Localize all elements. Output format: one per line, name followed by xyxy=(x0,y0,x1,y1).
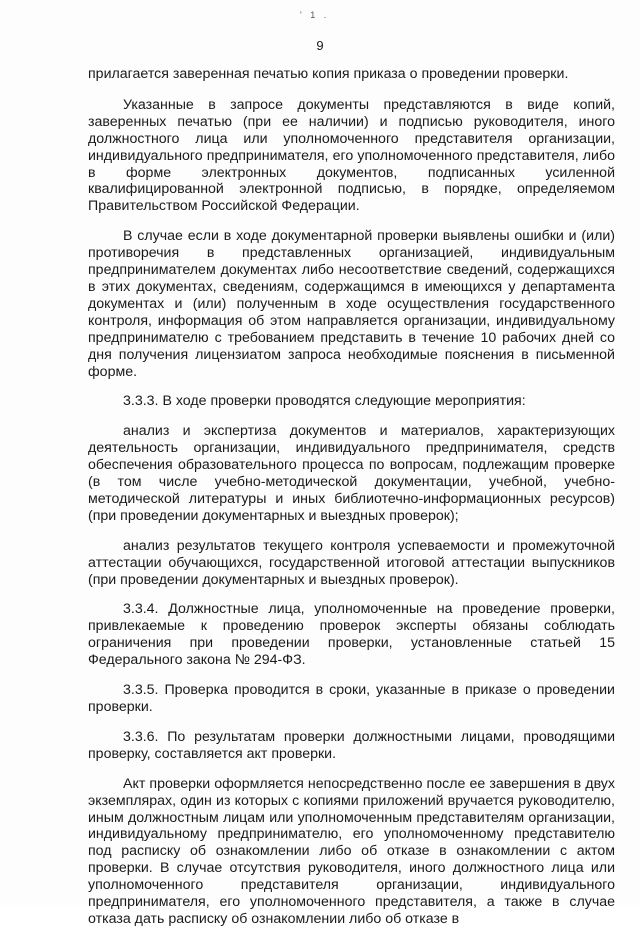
paragraph-act: Акт проверки оформляется непосредственно после ее завершения в двух экземплярах, один из которых с копиями приложений вручается руководителю, иным должностным лицам или уполномоченным представителям организации, индивидуальному предпринимателю, его уполномоченному представителю под расписку об ознакомлении либо об отказе в ознакомлении с актом проверки. В случае отсутствия руководителя, иного должностного лица или уполномоченного представителя организации, индивидуального предпринимателя, его уполномоченного представителя, а также в случае отказа дать расписку об ознакомлении либо об отказе в xyxy=(88,775,615,927)
paragraph-documents-format: Указанные в запросе документы представляются в виде копий, заверенных печатью (при ее наличии) и подписью руководителя, иного должностного лица или уполномоченного представителя организации, индивидуального предпринимателя, его уполномоченного представителя, либо в форме электронных документов, подписанных усиленной квалифицированной электронной подписью, в порядке, определяемом Правительством Российской Федерации. xyxy=(88,96,615,215)
paragraph-errors: В случае если в ходе документарной проверки выявлены ошибки и (или) противоречия в представленных организацией, индивидуальным предпринимателем документах либо несоответствие сведений, содержащихся в этих документах, сведениям, содержащимся в имеющихся у департамента документах и (или) полученным в ходе осуществления государственного контроля, информация об этом направляется организации, индивидуальному предпринимателю с требованием представить в течение 10 рабочих дней со дня получения лицензиатом запроса необходимые пояснения в письменной форме. xyxy=(88,228,615,380)
document-body xyxy=(88,66,615,928)
top-mark: ' 1 . xyxy=(300,10,330,20)
paragraph-3-3-6: 3.3.6. По результатам проверки должностными лицами, проводящими проверку, составляется акт проверки. xyxy=(88,728,615,762)
paragraph-analysis-results: анализ результатов текущего контроля успеваемости и промежуточной аттестации обучающихся, государственной итоговой аттестации выпускников (при проведении документарных и выездных проверок). xyxy=(88,537,615,588)
paragraph-3-3-4: 3.3.4. Должностные лица, уполномоченные на проведение проверки, привлекаемые к проведению проверок эксперты обязаны соблюдать ограничения при проведении проверки, установленные статьей 15 Федерального закона № 294-ФЗ. xyxy=(88,601,615,669)
paragraph-continuation: прилагается заверенная печатью копия приказа о проведении проверки. xyxy=(88,66,569,82)
paragraph-3-3-5: 3.3.5. Проверка проводится в сроки, указанные в приказе о проведении проверки. xyxy=(88,682,615,715)
paragraph-3-3-3: 3.3.3. В ходе проверки проводятся следующие мероприятия: xyxy=(123,393,526,410)
page-number: 9 xyxy=(316,38,324,53)
paragraph-analysis-documents: анализ и экспертиза документов и материалов, характеризующих деятельность организации, индивидуального предпринимателя, средств обеспечения образовательного процесса по вопросам, подлежащим проверке (в том числе учебно-методической документации, учебной, учебно-методической литературы и иных библиотечно-информационных ресурсов) (при проведении документарных и выездных проверок); xyxy=(88,423,615,524)
